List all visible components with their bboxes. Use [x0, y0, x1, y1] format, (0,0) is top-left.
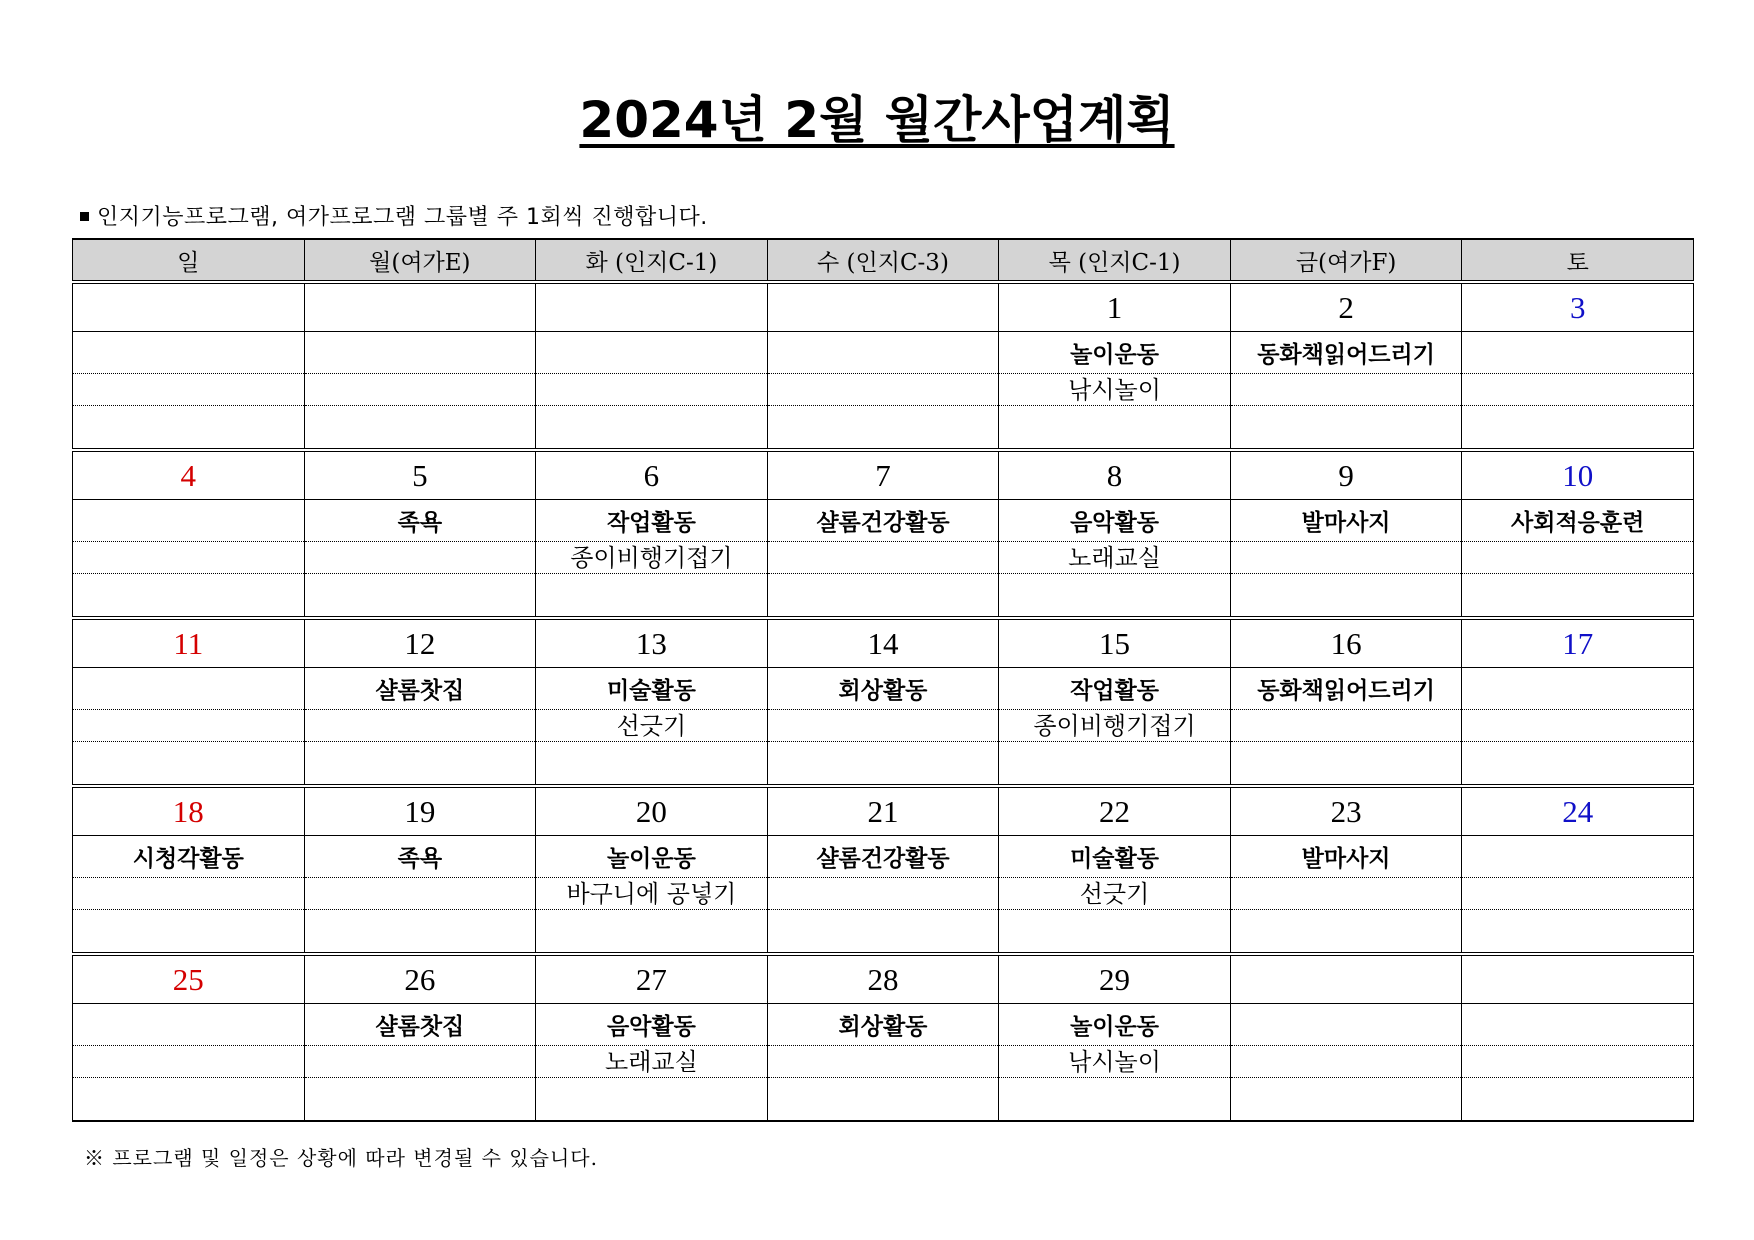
weekday-header: 일 — [73, 239, 305, 282]
program-detail — [1230, 542, 1462, 574]
blank-cell — [767, 406, 999, 451]
blank-cell — [73, 742, 305, 787]
week-5-dates-row — [73, 954, 1694, 1004]
blank-cell — [1462, 910, 1694, 955]
week-4-blank-row — [73, 910, 1694, 955]
program-detail: 선긋기 — [536, 710, 768, 742]
program-name: 동화책읽어드리기 — [1230, 668, 1462, 710]
program-detail — [767, 1046, 999, 1078]
week-1-programs-row — [73, 332, 1694, 374]
blank-cell — [999, 406, 1231, 451]
program-detail — [304, 1046, 536, 1078]
week-5-blank-row — [73, 1078, 1694, 1122]
program-detail — [1462, 1046, 1694, 1078]
date-number: 10 — [1462, 450, 1694, 500]
blank-cell — [1230, 406, 1462, 451]
program-name — [767, 332, 999, 374]
blank-cell — [1230, 574, 1462, 619]
program-detail — [73, 1046, 305, 1078]
program-name — [73, 1004, 305, 1046]
week-2-dates-row — [73, 450, 1694, 500]
square-bullet-icon — [80, 212, 89, 221]
program-name — [536, 332, 768, 374]
weekday-header: 목 (인지C-1) — [999, 239, 1231, 282]
blank-cell — [999, 742, 1231, 787]
program-name: 발마사지 — [1230, 500, 1462, 542]
date-number: 24 — [1462, 786, 1694, 836]
week-2-details-row — [73, 542, 1694, 574]
program-detail: 노래교실 — [999, 542, 1231, 574]
notice-text: 인지기능프로그램, 여가프로그램 그룹별 주 1회씩 진행합니다. — [97, 205, 708, 230]
calendar-body — [73, 282, 1694, 1121]
week-1-details-row — [73, 374, 1694, 406]
program-detail: 노래교실 — [536, 1046, 768, 1078]
date-number: 20 — [536, 786, 768, 836]
date-number: 29 — [999, 954, 1231, 1004]
blank-cell — [767, 574, 999, 619]
program-detail — [304, 542, 536, 574]
program-detail: 선긋기 — [999, 878, 1231, 910]
program-name: 샬롬찻집 — [304, 1004, 536, 1046]
week-3-details-row — [73, 710, 1694, 742]
program-detail — [304, 878, 536, 910]
program-name: 샬롬건강활동 — [767, 836, 999, 878]
weekday-header: 금(여가F) — [1230, 239, 1462, 282]
program-detail — [767, 710, 999, 742]
program-name: 작업활동 — [999, 668, 1231, 710]
date-number: 27 — [536, 954, 768, 1004]
blank-cell — [536, 742, 768, 787]
document-title-wrap — [0, 80, 1754, 152]
footnote: ※ 프로그램 및 일정은 상황에 따라 변경될 수 있습니다. — [84, 1146, 598, 1170]
week-4-details-row — [73, 878, 1694, 910]
week-5-details-row — [73, 1046, 1694, 1078]
program-name — [1462, 668, 1694, 710]
program-detail — [1230, 1046, 1462, 1078]
program-detail: 종이비행기접기 — [536, 542, 768, 574]
program-name — [73, 668, 305, 710]
monthly-calendar — [72, 238, 1694, 1122]
date-number — [536, 282, 768, 332]
program-detail — [767, 878, 999, 910]
date-number — [1462, 954, 1694, 1004]
blank-cell — [73, 574, 305, 619]
blank-cell — [1462, 406, 1694, 451]
blank-cell — [536, 1078, 768, 1122]
program-detail — [1230, 710, 1462, 742]
program-detail — [73, 710, 305, 742]
blank-cell — [304, 406, 536, 451]
blank-cell — [1230, 910, 1462, 955]
date-number: 14 — [767, 618, 999, 668]
program-name: 놀이운동 — [999, 1004, 1231, 1046]
program-name: 샬롬건강활동 — [767, 500, 999, 542]
date-number: 13 — [536, 618, 768, 668]
blank-cell — [1462, 574, 1694, 619]
week-3-programs-row — [73, 668, 1694, 710]
program-detail — [1230, 878, 1462, 910]
date-number — [767, 282, 999, 332]
week-3-blank-row — [73, 742, 1694, 787]
date-number: 4 — [73, 450, 305, 500]
program-name: 작업활동 — [536, 500, 768, 542]
program-name: 놀이운동 — [536, 836, 768, 878]
program-detail — [1462, 710, 1694, 742]
date-number: 11 — [73, 618, 305, 668]
program-detail — [1462, 542, 1694, 574]
program-name: 발마사지 — [1230, 836, 1462, 878]
program-detail: 종이비행기접기 — [999, 710, 1231, 742]
week-4-programs-row — [73, 836, 1694, 878]
blank-cell — [304, 574, 536, 619]
blank-cell — [536, 910, 768, 955]
program-name: 족욕 — [304, 836, 536, 878]
program-detail — [73, 374, 305, 406]
date-number: 6 — [536, 450, 768, 500]
program-name — [73, 500, 305, 542]
program-detail — [304, 374, 536, 406]
blank-cell — [1230, 742, 1462, 787]
program-name — [304, 332, 536, 374]
program-name: 샬롬찻집 — [304, 668, 536, 710]
blank-cell — [767, 910, 999, 955]
program-detail — [767, 542, 999, 574]
program-name: 놀이운동 — [999, 332, 1231, 374]
program-detail — [1230, 374, 1462, 406]
document-title: 2024년 2월 월간사업계획 — [579, 91, 1175, 149]
program-name — [73, 332, 305, 374]
weekday-header: 토 — [1462, 239, 1694, 282]
blank-cell — [536, 574, 768, 619]
program-detail — [73, 878, 305, 910]
program-detail — [1462, 878, 1694, 910]
date-number: 8 — [999, 450, 1231, 500]
date-number: 17 — [1462, 618, 1694, 668]
program-detail — [73, 542, 305, 574]
program-name: 미술활동 — [536, 668, 768, 710]
blank-cell — [999, 574, 1231, 619]
date-number: 19 — [304, 786, 536, 836]
program-detail — [536, 374, 768, 406]
week-1-dates-row — [73, 282, 1694, 332]
notice-line — [80, 200, 708, 231]
blank-cell — [999, 1078, 1231, 1122]
program-detail — [767, 374, 999, 406]
weekday-header: 화 (인지C-1) — [536, 239, 768, 282]
blank-cell — [304, 742, 536, 787]
week-1-blank-row — [73, 406, 1694, 451]
blank-cell — [304, 910, 536, 955]
date-number: 1 — [999, 282, 1231, 332]
date-number: 12 — [304, 618, 536, 668]
blank-cell — [73, 1078, 305, 1122]
date-number: 2 — [1230, 282, 1462, 332]
date-number: 23 — [1230, 786, 1462, 836]
program-name: 음악활동 — [536, 1004, 768, 1046]
blank-cell — [1462, 1078, 1694, 1122]
program-name — [1462, 1004, 1694, 1046]
program-name: 시청각활동 — [73, 836, 305, 878]
date-number: 22 — [999, 786, 1231, 836]
program-name: 족욕 — [304, 500, 536, 542]
date-number: 18 — [73, 786, 305, 836]
blank-cell — [304, 1078, 536, 1122]
program-detail: 낚시놀이 — [999, 1046, 1231, 1078]
blank-cell — [767, 742, 999, 787]
program-name: 회상활동 — [767, 1004, 999, 1046]
program-name: 음악활동 — [999, 500, 1231, 542]
date-number: 9 — [1230, 450, 1462, 500]
program-name: 회상활동 — [767, 668, 999, 710]
blank-cell — [73, 910, 305, 955]
date-number: 28 — [767, 954, 999, 1004]
program-name: 동화책읽어드리기 — [1230, 332, 1462, 374]
program-name — [1462, 836, 1694, 878]
program-detail — [304, 710, 536, 742]
date-number: 26 — [304, 954, 536, 1004]
date-number — [1230, 954, 1462, 1004]
date-number: 25 — [73, 954, 305, 1004]
program-name: 사회적응훈련 — [1462, 500, 1694, 542]
blank-cell — [1230, 1078, 1462, 1122]
date-number: 16 — [1230, 618, 1462, 668]
program-name: 미술활동 — [999, 836, 1231, 878]
blank-cell — [767, 1078, 999, 1122]
date-number — [304, 282, 536, 332]
program-detail — [1462, 374, 1694, 406]
weekday-header: 수 (인지C-3) — [767, 239, 999, 282]
blank-cell — [536, 406, 768, 451]
date-number: 21 — [767, 786, 999, 836]
date-number: 5 — [304, 450, 536, 500]
weekday-header-row — [73, 239, 1694, 282]
week-5-programs-row — [73, 1004, 1694, 1046]
blank-cell — [999, 910, 1231, 955]
weekday-header: 월(여가E) — [304, 239, 536, 282]
date-number: 3 — [1462, 282, 1694, 332]
blank-cell — [1462, 742, 1694, 787]
program-detail: 바구니에 공넣기 — [536, 878, 768, 910]
week-4-dates-row — [73, 786, 1694, 836]
date-number: 7 — [767, 450, 999, 500]
blank-cell — [73, 406, 305, 451]
week-3-dates-row — [73, 618, 1694, 668]
date-number: 15 — [999, 618, 1231, 668]
program-detail: 낚시놀이 — [999, 374, 1231, 406]
program-name — [1462, 332, 1694, 374]
week-2-blank-row — [73, 574, 1694, 619]
week-2-programs-row — [73, 500, 1694, 542]
program-name — [1230, 1004, 1462, 1046]
date-number — [73, 282, 305, 332]
